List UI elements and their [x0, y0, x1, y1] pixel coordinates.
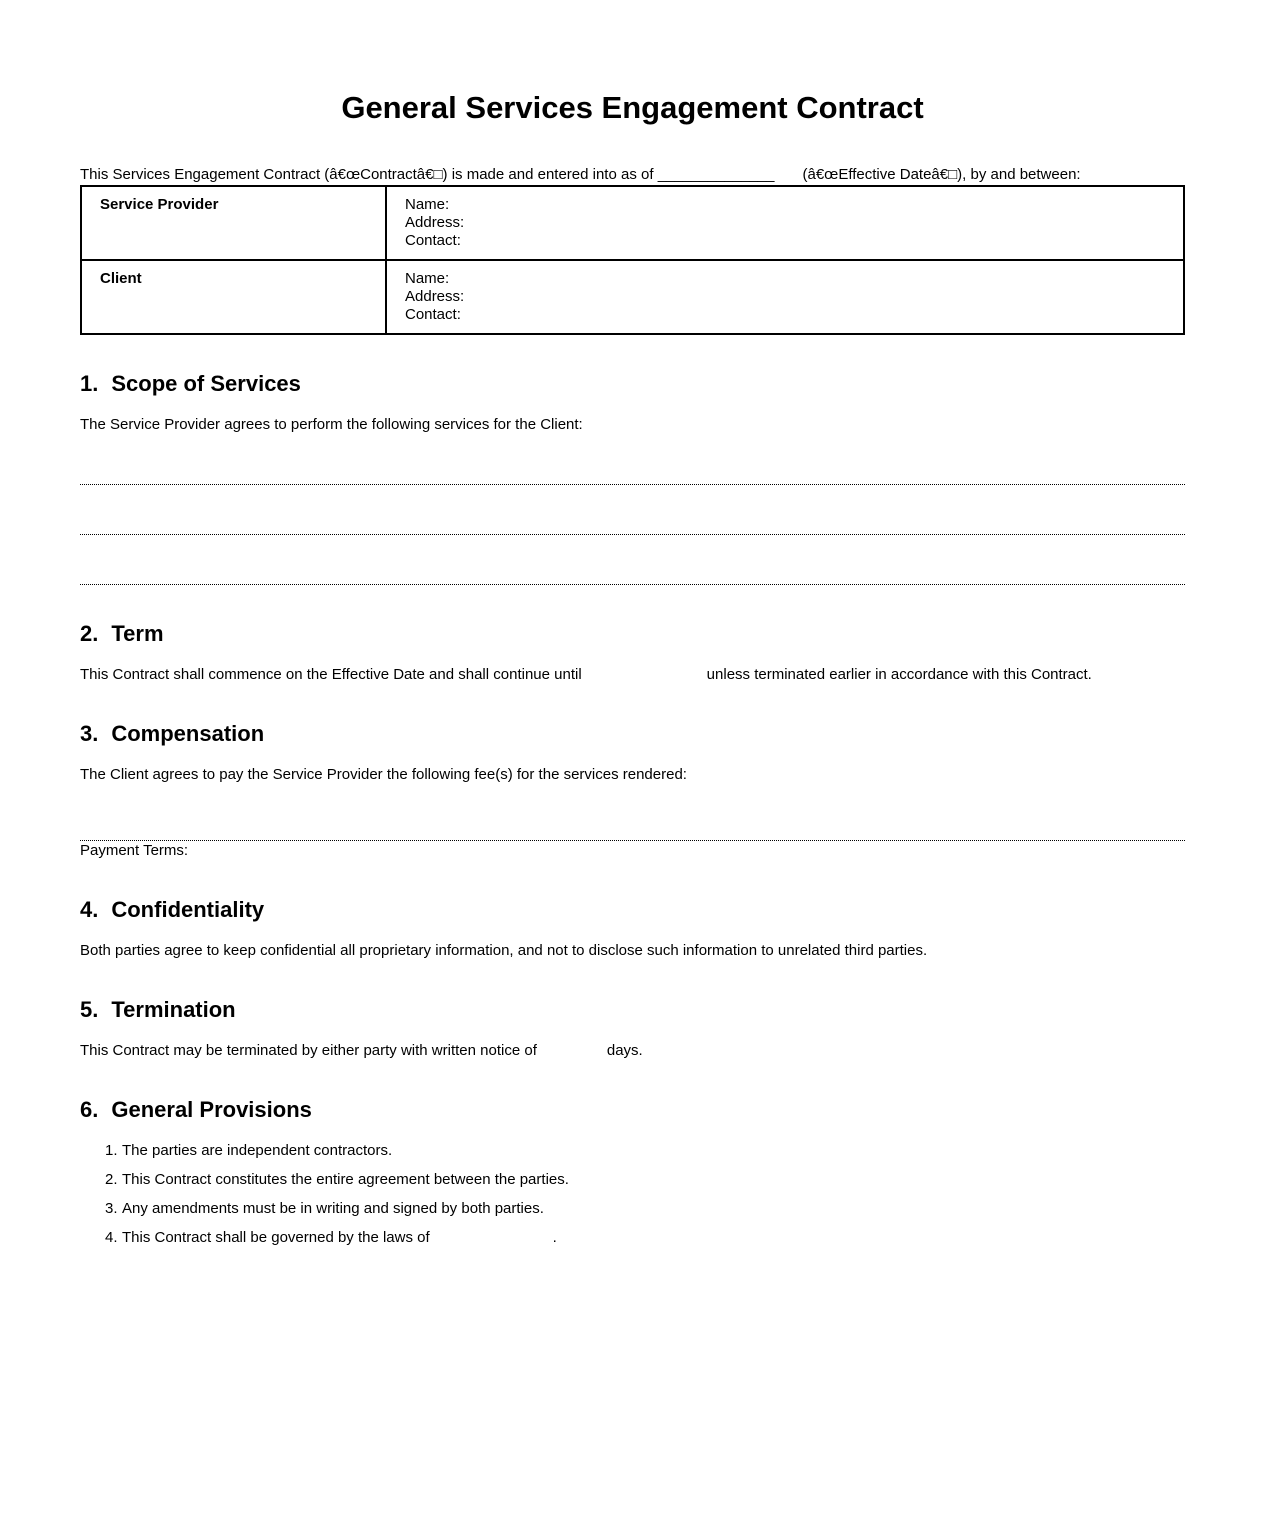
effective-date-underscore-blank[interactable]: ______________: [657, 166, 775, 183]
section-heading-confidentiality: [80, 897, 1185, 923]
list-item-number: 2.: [105, 1171, 118, 1188]
term-text-after: unless terminated earlier in accordance with this Contract.: [706, 666, 1092, 683]
section-number: 1.: [80, 371, 99, 396]
compensation-paragraph: The Client agrees to pay the Service Provider the following fee(s) for the services rendered:: [80, 766, 687, 783]
section-heading-scope: [80, 371, 1185, 397]
general-provisions-list: [80, 1141, 1185, 1248]
section-title: Termination: [111, 997, 236, 1022]
payment-terms-label: Payment Terms:: [80, 842, 189, 859]
party-role-cell: Service Provider: [81, 186, 386, 260]
governing-law-text-after: .: [552, 1229, 557, 1246]
list-item: [80, 1141, 1185, 1161]
list-item-number: 3.: [105, 1200, 118, 1217]
party-details-cell: [386, 186, 1184, 260]
table-row-service-provider: [81, 186, 1184, 260]
section-number: 5.: [80, 997, 99, 1022]
list-item: [80, 1228, 1185, 1248]
intro-text-before: This Services Engagement Contract (â€œContractâ€□) is made and entered into as of: [80, 166, 658, 183]
write-in-line[interactable]: [80, 435, 1185, 485]
section-title: Compensation: [111, 721, 265, 746]
list-item-number: 1.: [105, 1142, 118, 1159]
termination-text-after: days.: [606, 1042, 643, 1059]
write-in-line[interactable]: [80, 485, 1185, 535]
write-in-line[interactable]: [80, 785, 1185, 841]
list-item-text: [122, 1228, 1185, 1248]
section-heading-term: [80, 621, 1185, 647]
termination-text-before: This Contract may be terminated by either party with written notice of: [80, 1042, 537, 1059]
field-label-name: Name:: [405, 196, 450, 213]
term-paragraph: [80, 665, 1185, 685]
list-item: [80, 1199, 1185, 1219]
field-label-name: Name:: [405, 270, 450, 287]
section-number: 6.: [80, 1097, 99, 1122]
section-number: 4.: [80, 897, 99, 922]
write-in-line[interactable]: [80, 535, 1185, 585]
section-title: Term: [111, 621, 164, 646]
intro-text-after: (â€œEffective Dateâ€□), by and between:: [802, 166, 1081, 183]
section-title: Scope of Services: [111, 371, 301, 396]
table-row-client: [81, 260, 1184, 334]
section-heading-termination: [80, 997, 1185, 1023]
section-heading-general-provisions: [80, 1097, 1185, 1123]
list-item: [80, 1170, 1185, 1190]
section-title: General Provisions: [111, 1097, 312, 1122]
field-label-address: Address:: [405, 214, 465, 231]
section-heading-compensation: [80, 721, 1185, 747]
confidentiality-paragraph: Both parties agree to keep confidential all proprietary information, and not to disclose such information to unrelated third parties.: [80, 942, 928, 959]
party-details-cell: [386, 260, 1184, 334]
term-text-before: This Contract shall commence on the Effective Date and shall continue until: [80, 666, 582, 683]
list-item-text: The parties are independent contractors.: [122, 1142, 393, 1159]
field-label-address: Address:: [405, 288, 465, 305]
governing-law-blank-field[interactable]: [430, 1241, 553, 1242]
list-item-number: 4.: [105, 1229, 118, 1246]
section-number: 2.: [80, 621, 99, 646]
section-number: 3.: [80, 721, 99, 746]
scope-paragraph: The Service Provider agrees to perform the following services for the Client:: [80, 416, 583, 433]
document-title: General Services Engagement Contract: [341, 90, 924, 125]
party-role-cell: Client: [81, 260, 386, 334]
intro-paragraph: [80, 165, 1185, 185]
term-end-date-blank-field[interactable]: [582, 678, 707, 679]
governing-law-text-before: This Contract shall be governed by the laws of: [122, 1229, 430, 1246]
section-title: Confidentiality: [111, 897, 265, 922]
list-item-text: This Contract constitutes the entire agreement between the parties.: [122, 1171, 569, 1188]
list-item-text: Any amendments must be in writing and signed by both parties.: [122, 1200, 544, 1217]
intro-gap: [774, 178, 802, 179]
termination-paragraph: [80, 1041, 1185, 1061]
parties-table: [80, 185, 1185, 335]
field-label-contact: Contact:: [405, 306, 461, 323]
notice-days-blank-field[interactable]: [537, 1054, 607, 1055]
field-label-contact: Contact:: [405, 232, 461, 249]
